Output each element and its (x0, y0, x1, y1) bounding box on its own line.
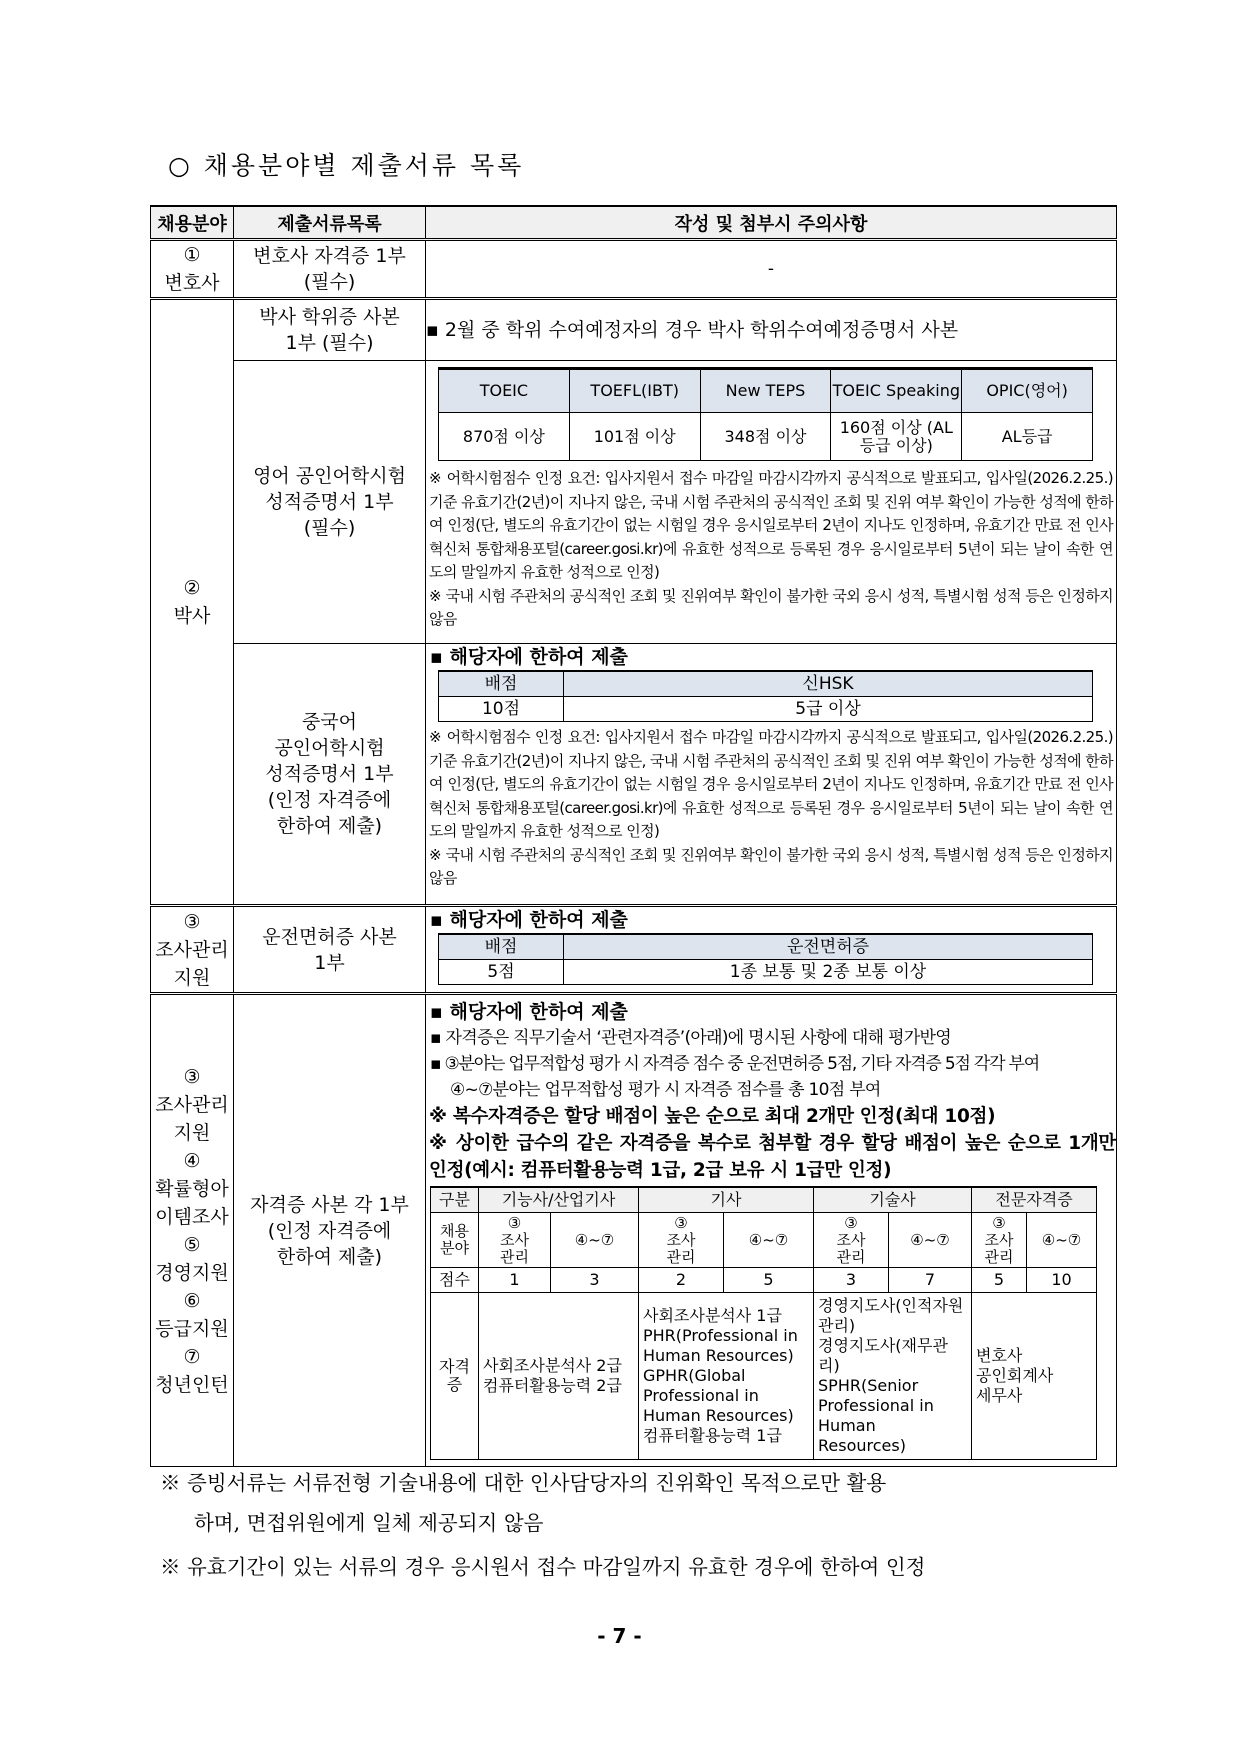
cert-grade-3: 기술사 (814, 1187, 972, 1213)
row-certificates (151, 994, 1117, 1467)
note-chinese (426, 644, 1117, 906)
header-field: 채용분야 (151, 206, 234, 240)
field-lawyer: ① 변호사 (151, 240, 234, 299)
section-heading: ○ 채용분야별 제출서류 목록 (168, 151, 525, 180)
cert-list-2: 사회조사분석사 1급 PHR(Professional in Human Resources) GPHR(Global Professional in Human Resources) 컴퓨터활용능력 1급 (639, 1293, 814, 1460)
hsk-score-label: 배점 (439, 671, 564, 697)
row-investigation (151, 906, 1117, 994)
license-label: 운전면허증 (564, 934, 1093, 960)
eng-score-toeic: 870점 이상 (439, 413, 570, 461)
cert-grade-4: 전문자격증 (972, 1187, 1097, 1213)
license-type: 1종 보통 및 2종 보통 이상 (564, 960, 1093, 985)
eng-score-opic: AL등급 (962, 413, 1093, 461)
cert-field-a: ③ 조사 관리 (972, 1213, 1027, 1268)
hsk-score: 10점 (439, 697, 564, 722)
header-notes: 작성 및 첨부시 주의사항 (426, 206, 1117, 240)
cert-field-b: ④~⑦ (551, 1213, 639, 1268)
hsk-level: 5급 이상 (564, 697, 1093, 722)
eng-col-toeic: TOEIC (439, 369, 570, 413)
cert-list-1: 사회조사분석사 2급 컴퓨터활용능력 2급 (479, 1293, 639, 1460)
cert-bullet-2: ▪ 자격증은 직무기술서 ‘관련자격증’(아래)에 명시된 사항에 대해 평가반영 (430, 1028, 951, 1048)
cert-bold-note-2: ※ 상이한 급수의 같은 자격증을 복수로 첨부할 경우 할당 배점이 높은 순으로 1개만 인정(예시: 컴퓨터활용능력 1급, 2급 보유 시 1급만 인정) (429, 1133, 1116, 1181)
cert-field-b: ④~⑦ (889, 1213, 972, 1268)
row-english (151, 361, 1117, 644)
doc-chinese: 중국어 공인어학시험 성적증명서 1부 (인정 자격증에 한하여 제출) (234, 644, 426, 906)
license-submit: ▪ 해당자에 한하여 제출 (430, 909, 628, 931)
header-documents: 제출서류목록 (234, 206, 426, 240)
cert-grade-2: 기사 (639, 1187, 814, 1213)
eng-score-toefl: 101점 이상 (569, 413, 700, 461)
footnote-1: ※ 증빙서류는 서류전형 기술내용에 대한 인사담당자의 진위확인 목적으로만 활용 하며, 면접위원에게 일체 제공되지 않음 (160, 1471, 887, 1535)
cert-field-a: ③ 조사 관리 (479, 1213, 551, 1268)
cert-field-b: ④~⑦ (1027, 1213, 1097, 1268)
field-doctor: ② 박사 (151, 299, 234, 906)
row-lawyer (151, 240, 1117, 299)
cert-score: 5 (972, 1268, 1027, 1293)
cert-bold-note-1: ※ 복수자격증은 할당 배점이 높은 순으로 최대 2개만 인정(최대 10점) (429, 1106, 996, 1127)
row-chinese (151, 644, 1117, 906)
english-note-1: ※ 어학시험점수 인정 요건: 입사지원서 접수 마감일 마감시각까지 공식적으로 발표되고, 입사일(2026.2.25.) 기준 유효기간(2년)이 지나지 않은, 국내 시험 주관처의 공식적인 조회 및 진위 여부 확인이 가능한 성적에 한하여 인정(단, 별도의 유효기간이 없는 시험일 경우 응시일로부터 2년이 지나도 인정하며, 유효기간 만료 전 인사혁신처 통합채용포털(career.gosi.kr)에 유효한 성적으로 등록된 경우 응시일로부터 5년이 되는 날이 속한 연도의 말일까지 유효한 성적으로 인정) (429, 469, 1113, 581)
chinese-note-2: ※ 국내 시험 주관처의 공식적인 조회 및 진위여부 확인이 불가한 국외 응시 성적, 특별시험 성적 등은 인정하지 않음 (429, 845, 1113, 887)
cert-list-4: 변호사 공인회계사 세무사 (972, 1293, 1097, 1460)
eng-col-teps: New TEPS (700, 369, 831, 413)
hsk-score-table (438, 670, 1093, 722)
eng-col-opic: OPIC(영어) (962, 369, 1093, 413)
row-doctor-degree (151, 299, 1117, 361)
cert-h-type: 구분 (431, 1187, 479, 1213)
note-english (426, 361, 1117, 644)
cert-grade-1: 기능사/산업기사 (479, 1187, 639, 1213)
table-header-row (151, 206, 1117, 240)
cert-score: 7 (889, 1268, 972, 1293)
note-driver-license (426, 906, 1117, 994)
cert-score: 3 (814, 1268, 889, 1293)
cert-score: 2 (639, 1268, 724, 1293)
note-lawyer: - (426, 240, 1117, 299)
cert-score: 3 (551, 1268, 639, 1293)
eng-col-toeic-speaking: TOEIC Speaking (831, 369, 962, 413)
note-certificates (426, 994, 1117, 1467)
cert-bullet-1: ▪ 해당자에 한하여 제출 (430, 1001, 628, 1023)
cert-field-a: ③ 조사 관리 (639, 1213, 724, 1268)
doc-english: 영어 공인어학시험 성적증명서 1부 (필수) (234, 361, 426, 644)
field-certificates: ③ 조사관리 지원 ④ 확률형아 이템조사 ⑤ 경영지원 ⑥ 등급지원 ⑦ 청년인턴 (151, 994, 234, 1467)
license-score: 5점 (439, 960, 564, 985)
hsk-exam-label: 신HSK (564, 671, 1093, 697)
eng-score-toeic-speaking: 160점 이상 (AL등급 이상) (831, 413, 962, 461)
chinese-submit: ▪ 해당자에 한하여 제출 (430, 646, 628, 668)
doc-lawyer: 변호사 자격증 1부 (필수) (234, 240, 426, 299)
doc-certificates: 자격증 사본 각 1부 (인정 자격증에 한하여 제출) (234, 994, 426, 1467)
page-number: - 7 - (597, 1624, 642, 1648)
certificate-score-table (430, 1186, 1097, 1460)
cert-h-score: 점수 (431, 1268, 479, 1293)
cert-h-cert: 자격 증 (431, 1293, 479, 1460)
english-score-table (438, 367, 1093, 461)
note-doctor-degree: ▪ 2월 중 학위 수여예정자의 경우 박사 학위수여예정증명서 사본 (426, 299, 1117, 361)
cert-field-a: ③ 조사 관리 (814, 1213, 889, 1268)
chinese-note-1: ※ 어학시험점수 인정 요건: 입사지원서 접수 마감일 마감시각까지 공식적으로 발표되고, 입사일(2026.2.25.) 기준 유효기간(2년)이 지나지 않은, 국내 시험 주관처의 공식적인 조회 및 진위 여부 확인이 가능한 성적에 한하여 인정(단, 별도의 유효기간이 없는 시험일 경우 응시일로부터 2년이 지나도 인정하며, 유효기간 만료 전 인사혁신처 통합채용포털(career.gosi.kr)에 유효한 성적으로 등록된 경우 응시일로부터 5년이 되는 날이 속한 연도의 말일까지 유효한 성적으로 인정) (429, 728, 1113, 840)
cert-score: 10 (1027, 1268, 1097, 1293)
english-note-2: ※ 국내 시험 주관처의 공식적인 조회 및 진위여부 확인이 불가한 국외 응시 성적, 특별시험 성적 등은 인정하지 않음 (429, 586, 1113, 628)
eng-score-teps: 348점 이상 (700, 413, 831, 461)
cert-list-3: 경영지도사(인적자원관리) 경영지도사(재무관리) SPHR(Senior Professional in Human Resources) (814, 1293, 972, 1460)
footnote-2: ※ 유효기간이 있는 서류의 경우 응시원서 접수 마감일까지 유효한 경우에 한하여 인정 (160, 1555, 926, 1579)
license-score-label: 배점 (439, 934, 564, 960)
license-score-table (438, 933, 1093, 985)
field-investigation: ③ 조사관리 지원 (151, 906, 234, 994)
cert-score: 1 (479, 1268, 551, 1293)
cert-bullet-4: ④~⑦분야는 업무적합성 평가 시 자격증 점수를 총 10점 부여 (450, 1080, 881, 1100)
cert-score: 5 (724, 1268, 814, 1293)
eng-col-toefl: TOEFL(IBT) (569, 369, 700, 413)
cert-bullet-3: ▪ ③분야는 업무적합성 평가 시 자격증 점수 중 운전면허증 5점, 기타 자격증 5점 각각 부여 (430, 1054, 1039, 1074)
doc-doctor-degree: 박사 학위증 사본 1부 (필수) (234, 299, 426, 361)
submission-documents-table (150, 205, 1117, 1467)
doc-driver-license: 운전면허증 사본 1부 (234, 906, 426, 994)
cert-h-field: 채용 분야 (431, 1213, 479, 1268)
cert-field-b: ④~⑦ (724, 1213, 814, 1268)
